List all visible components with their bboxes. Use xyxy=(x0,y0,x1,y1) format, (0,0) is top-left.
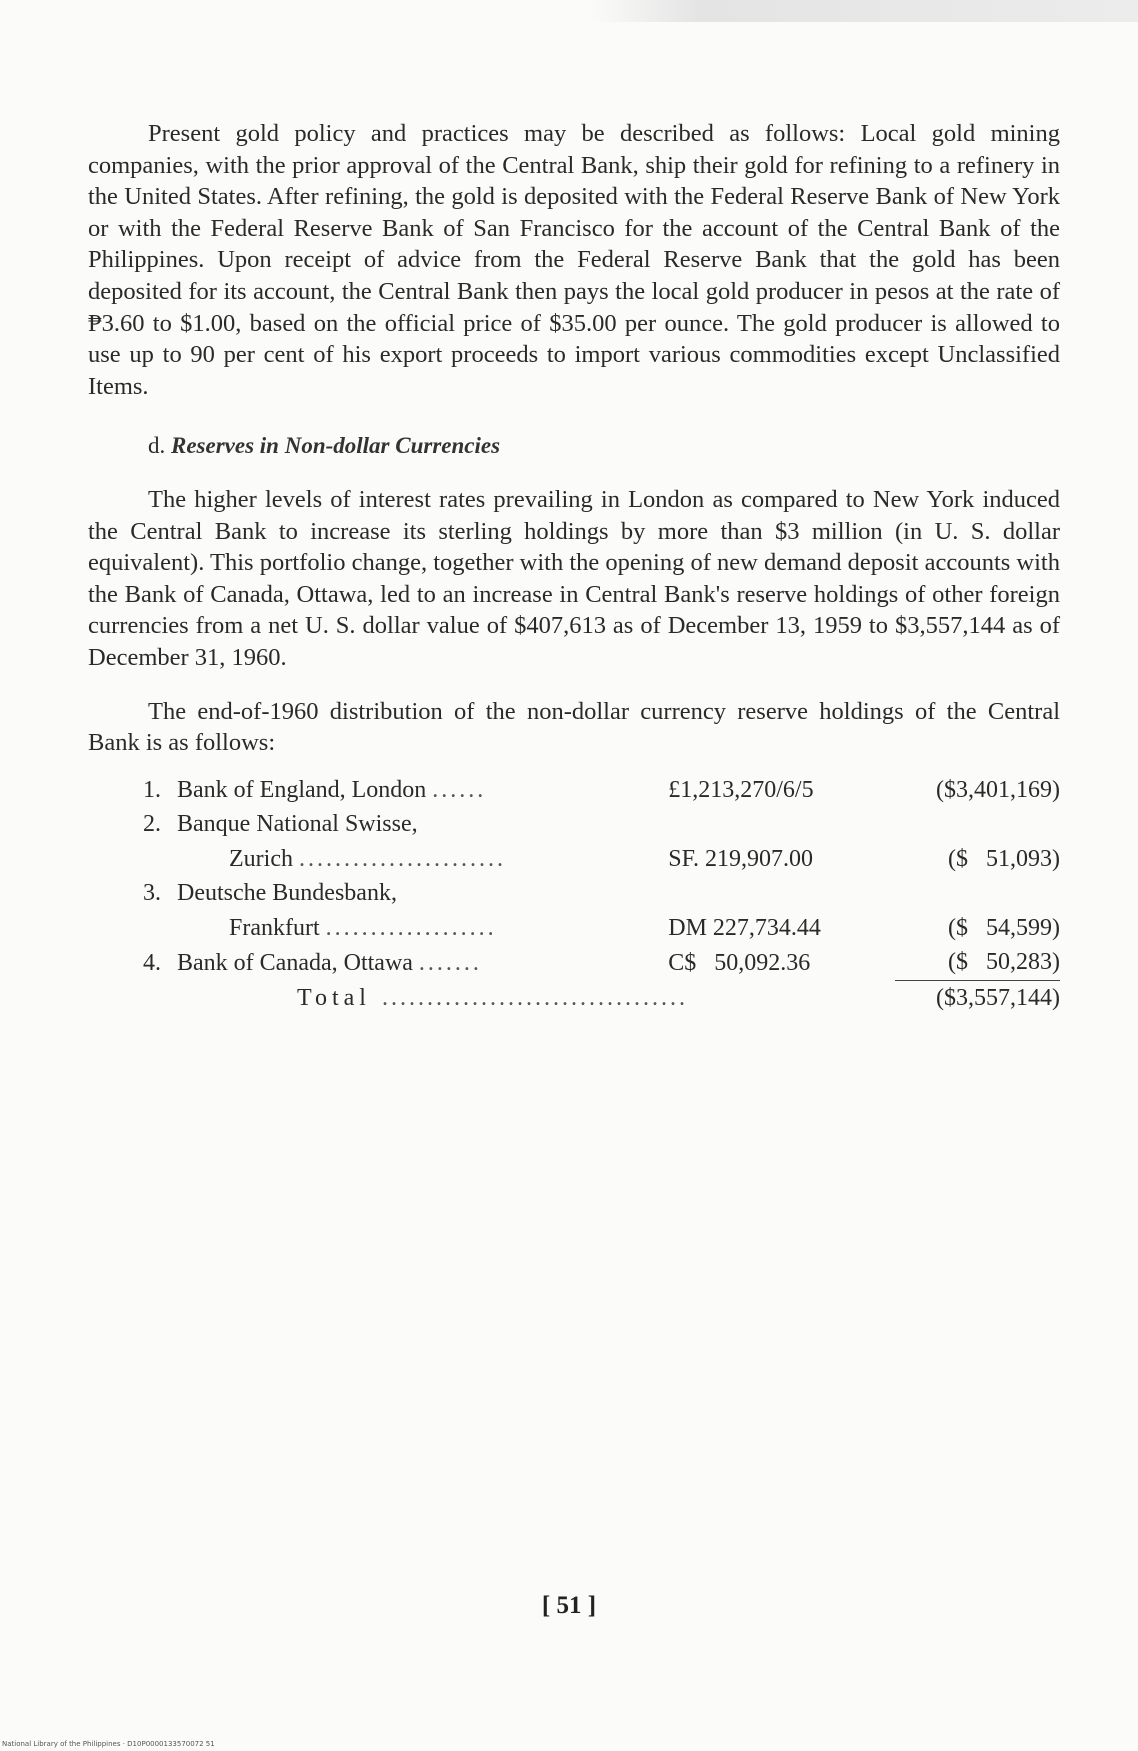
bank-name xyxy=(177,945,668,980)
leader-dots: ....................... xyxy=(298,845,506,872)
row-number: 1. xyxy=(143,776,161,803)
leader-dots: ................... xyxy=(325,914,497,941)
bank-city xyxy=(177,911,668,946)
bank-name-text: Bank of England, London xyxy=(177,776,427,803)
row-number: 2. xyxy=(143,811,161,838)
paragraph-distribution-intro: The end-of-1960 distribution of the non-dollar currency reserve holdings of the Central Bank is as follows: xyxy=(88,697,1060,757)
section-heading xyxy=(148,430,1060,462)
table-row xyxy=(143,842,1060,877)
row-number: 3. xyxy=(143,880,161,907)
bank-name: Banque National Swisse, xyxy=(177,811,418,838)
total-label xyxy=(177,980,895,1015)
total-label-text: Total xyxy=(297,984,371,1011)
paragraph-sterling-holdings: The higher levels of interest rates prevailing in London as compared to New York induced the Central Bank to increase its sterling holdings by more than $3 million (in U. S. dollar equivalent). This portfolio change, together with the opening of new demand deposit accounts with the Bank of Canada, Ottawa, led to an increase in Central Bank's reserve holdings of other foreign currencies from a net U. S. dollar value of $407,613 as of December 13, 1959 to $3,557,144 as of December 31, 1960. xyxy=(88,485,1060,671)
usd-equivalent: ($3,401,169) xyxy=(936,776,1060,803)
table-row xyxy=(143,773,1060,808)
foreign-amount: DM 227,734.44 xyxy=(668,914,821,941)
document-page xyxy=(88,118,1060,1015)
bank-name: Deutsche Bundesbank, xyxy=(177,880,397,907)
reserves-table xyxy=(143,773,1060,1016)
table-row xyxy=(143,945,1060,980)
leader-dots: ....... xyxy=(418,949,482,976)
table-row xyxy=(143,911,1060,946)
scan-edge xyxy=(590,0,1138,22)
foreign-amount: £1,213,270/6/5 xyxy=(668,776,814,803)
section-heading-title: Reserves in Non-dollar Currencies xyxy=(171,433,501,459)
usd-equivalent: ($ 51,093) xyxy=(948,845,1060,872)
bank-name xyxy=(177,773,668,808)
foreign-amount: SF. 219,907.00 xyxy=(668,845,814,872)
total-row xyxy=(143,980,1060,1015)
row-number: 4. xyxy=(143,949,161,976)
leader-dots: ...... xyxy=(432,776,487,803)
table-row xyxy=(143,807,1060,842)
foreign-amount: C$ 50,092.36 xyxy=(668,949,811,976)
total-usd: ($3,557,144) xyxy=(895,980,1060,1015)
usd-equivalent: ($ 54,599) xyxy=(948,914,1060,941)
bank-city xyxy=(177,842,668,877)
paragraph-gold-policy: Present gold policy and practices may be described as follows: Local gold mining companies, with the prior approval of the Central Bank, ship their gold for refining to a refinery in the United States. After refining, the gold is deposited with the Federal Reserve Bank of New York or with the Federal Reserve Bank of San Francisco for the account of the Central Bank of the Philippines. Upon receipt of advice from the Federal Reserve Bank that the gold has been deposited for its account, the Central Bank then pays the local gold producer in pesos at the rate of ₱3.60 to $1.00, based on the official price of $35.00 per ounce. The gold producer is allowed to use up to 90 per cent of his export proceeds to import various commodities except Unclassified Items. xyxy=(88,120,1060,400)
scan-footer: National Library of the Philippines · D10P0000133570072 51 xyxy=(2,1740,215,1748)
table-row xyxy=(143,876,1060,911)
bank-city-text: Zurich xyxy=(229,845,293,872)
bank-city-text: Frankfurt xyxy=(229,914,320,941)
section-heading-prefix: d. xyxy=(148,433,166,459)
page-number: [ 51 ] xyxy=(541,1592,597,1619)
bank-name-text: Bank of Canada, Ottawa xyxy=(177,949,413,976)
usd-equivalent: ($ 50,283) xyxy=(948,949,1060,976)
leader-dots: .................................. xyxy=(381,984,688,1011)
